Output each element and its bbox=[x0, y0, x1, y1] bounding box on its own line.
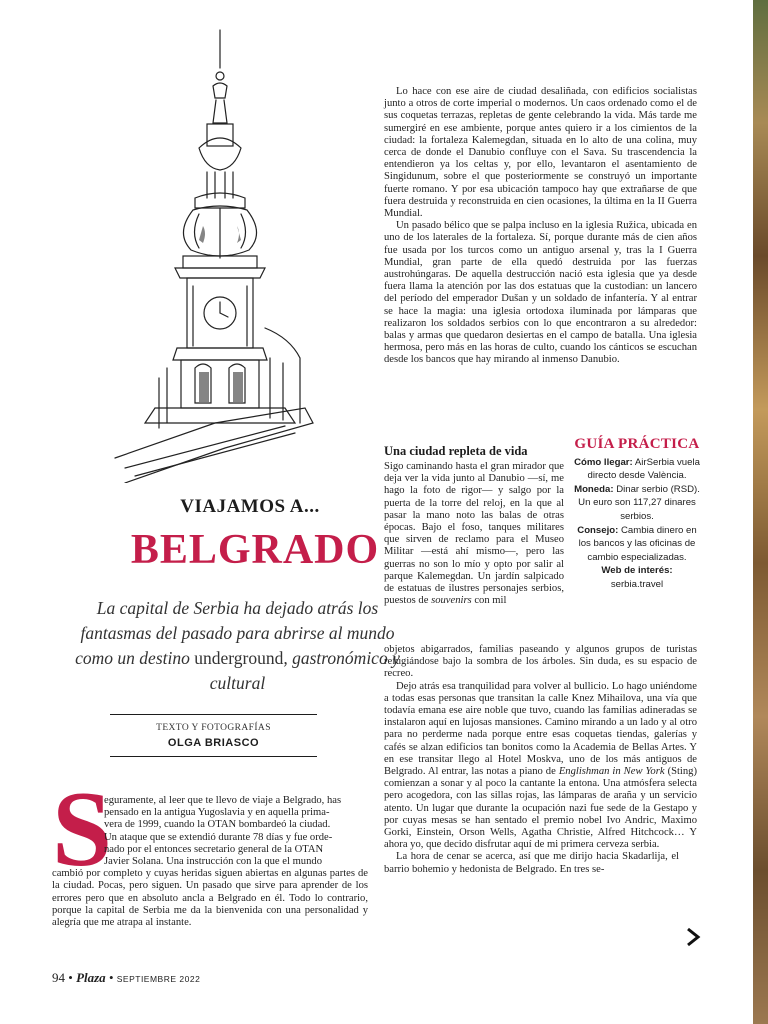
intro-line: pensado en la antigua Yugoslavia y en aquella prima- bbox=[104, 807, 330, 819]
intro-rest: cambió por completo y cuyas heridas siguen abiertas en algunas partes de la ciudad. Pocas, pero siguen. Un pasado que sirve para aprender de los errores pero que en absoluto ancla a Belgrado en él. Todo lo contrario, porque la capital de Serbia me da la bienvenida con una personalidad y alegría que me atrapa al instante. bbox=[52, 868, 368, 929]
body-column-right-top bbox=[384, 86, 697, 367]
credit-top-rule bbox=[110, 714, 317, 715]
issue-date: SEPTIEMBRE 2022 bbox=[116, 974, 201, 984]
italic-term: souvenirs bbox=[431, 595, 472, 607]
guide-item-consejo bbox=[572, 524, 702, 565]
body-paragraph: Un pasado bélico que se palpa incluso en la iglesia Ružica, ubicada en uno de los laterales de la fortaleza. Sí, porque durante más de cien años fue usada por los turcos como un antiguo arsenal y, tras la I Guerra Mundial, gran parte de ella quedó destruida por las fuerzas austrohúngaras. De aquella destrucción nació esta iglesia que ya desde fuera llama la atención por las dos estatuas que la custodian: un lancero del período del emperador Dušan y un soldado de infantería. Y al entrar se hace la magia: una iglesia ortodoxa iluminada por lámparas que realizaron los soldados serbios con lo que encontraron a su alrededor: balas y armas que quedaron desiertas en el campo de batalla. Una iglesia hermosa, pero más en las horas de culto, cuando los cánticos se escuchan desde los bancos que hay mirando al inmenso Danubio. bbox=[384, 220, 697, 366]
subtitle-part-2: , gastronómico y cultural bbox=[209, 648, 400, 693]
intro-line: vera de 1999, cuando la OTAN bombardeó la ciudad. bbox=[104, 819, 331, 831]
page-number: 94 bbox=[52, 970, 65, 985]
author-name: OLGA BRIASCO bbox=[167, 737, 260, 749]
intro-line: Javier Solana. Una instrucción con la que el mundo bbox=[104, 856, 322, 868]
footer-separator: • bbox=[68, 970, 73, 985]
subtitle-upright-word: underground bbox=[194, 648, 284, 668]
body-column-right-bottom bbox=[384, 644, 697, 876]
body-paragraph: La hora de cenar se acerca, así que me dirijo hacia Skadarlija, el barrio bohemio y hedonista de Belgrado. En tres se- bbox=[384, 851, 679, 875]
guide-text: Dinar serbio (RSD). Un euro son 117,27 dinares serbios. bbox=[578, 483, 700, 522]
body-paragraph bbox=[384, 681, 697, 852]
credit-label: TEXTO Y FOTOGRAFÍAS bbox=[156, 723, 271, 733]
intro-paragraph bbox=[52, 795, 368, 929]
page-footer bbox=[52, 970, 200, 986]
guide-text: AirSerbia vuela directo desde València. bbox=[587, 456, 700, 482]
guide-label: Cómo llegar: bbox=[574, 456, 633, 468]
footer-separator: • bbox=[108, 970, 114, 985]
body-text: (Sting) comienzan a sonar y al poco la cantante la entona. Una atmósfera selecta pero acogedora, con las sillas rojas, las lámparas de araña y un servicio atento. Un lugar que durante la ocupación nazi fue sede de la Gestapo y por cuyas mesas se han sentado el premio nobel Ivo Andric, Maximo Gorki, Einstein, Orson Wells, Agatha Christie, Alfred Hitchcock… Y ahora yo, que decido disfrutar aquí de mi primera cerveza serbia. bbox=[384, 766, 697, 851]
magazine-brand: Plaza bbox=[76, 970, 106, 985]
article-title: BELGRADO bbox=[130, 527, 380, 573]
church-tower-illustration bbox=[95, 28, 315, 483]
body-text: Sigo caminando hasta el gran mirador que deja ver la vida junto al Danubio —sí, me hago la foto de rigor— y salgo por la puerta de la torre del reloj, en la que al pasar la mano noto las balas de otras épocas. Bajo el foso, tanques militares que sirven de reclamo para el Museo Militar —está ahí mismo—, pero las guerras no son lo mío y opto por salir al parque Kalemegdan. Un jardín salpicado de estatuas de ilustres personajes serbios, puestos de bbox=[384, 461, 564, 607]
italic-song-title: Englishman in New York bbox=[558, 766, 665, 778]
chevron-right-icon bbox=[683, 926, 703, 948]
guide-label: Consejo: bbox=[577, 524, 619, 536]
guide-item-web bbox=[572, 564, 702, 591]
body-paragraph: Lo hace con ese aire de ciudad desaliñada, con edificios socialistas junto a otros de corte imperial o modernos. Un caos ordenado como el de sus coquetas terrazas, repletas de gente celebrando la vida. Más tarde me sumergiré en ese ambiente, porque antes quiero ir a los cimientos de la ciudad: la fortaleza Kalemegdan, situada en lo alto de una colina, muy cerca de donde el Danubio confluye con el Sava. Su trascendencia la entendieron ya los celtas y, por ello, levantaron el asentamiento de Singidunum, sobre el que posteriormente se construyó un importante fuerte romano. Y por esa ubicación tampoco hay que extrañarse de que fuera destruida y reconstruida en cien ocasiones, la última en la II Guerra Mundial. bbox=[384, 86, 697, 220]
intro-line: eguramente, al leer que te llevo de viaje a Belgrado, has bbox=[104, 795, 342, 806]
guide-label: Moneda: bbox=[574, 483, 614, 495]
body-paragraph: objetos abigarrados, familias paseando y algunos grupos de turistas refugiándose bajo la sombra de los árboles. Sin duda, es su espacio de recreo. bbox=[384, 644, 697, 680]
guide-link[interactable]: serbia.travel bbox=[610, 578, 664, 590]
guide-label: Web de interés: bbox=[601, 565, 673, 577]
body-text: Dejo atrás esa tranquilidad para volver al bullicio. Lo hago uniéndome a todas esas personas que transitan la calle Knez Mihailova, una vía que todavía emana ese aire noble que tuvo, cuando las familias adineradas se instalaron aquí en lujosas mansiones. Camino mirando a un lado y al otro para no perderme nada porque entre esas coquetas tiendas, galerías y cafés se alzan edificios tan bonitos como la Academia de Bellas Artes. Y en ese transitar llego al Hotel Moskva, uno de los más antiguos de Belgrado. Al entrar, las notas a piano de bbox=[384, 680, 697, 778]
body-paragraph bbox=[384, 461, 564, 607]
drop-cap: S bbox=[52, 770, 113, 889]
practical-guide-box bbox=[572, 438, 702, 592]
body-text: con mil bbox=[471, 595, 507, 607]
subtitle-part-1: La capital de Serbia ha dejado atrás los fantasmas del pasado para abrirse al mundo como un destino bbox=[75, 598, 395, 668]
article-kicker: VIAJAMOS A... bbox=[180, 496, 320, 517]
guide-item-llegar bbox=[572, 456, 702, 483]
article-subtitle bbox=[60, 596, 415, 696]
guide-item-moneda bbox=[572, 483, 702, 524]
body-column-narrow bbox=[384, 461, 564, 607]
credit-bottom-rule bbox=[110, 756, 317, 757]
guide-title: GUÍA PRÁCTICA bbox=[574, 436, 700, 452]
intro-line: nado por el entonces secretario general de la OTAN bbox=[104, 843, 324, 855]
guide-text: Cambia dinero en los bancos y las oficinas de cambio especializadas. bbox=[578, 524, 697, 563]
intro-line: Un ataque que se extendió durante 78 días y fue orde- bbox=[104, 831, 333, 843]
section-subhead: Una ciudad repleta de vida bbox=[384, 444, 528, 458]
adjacent-page-photo bbox=[753, 0, 768, 1024]
